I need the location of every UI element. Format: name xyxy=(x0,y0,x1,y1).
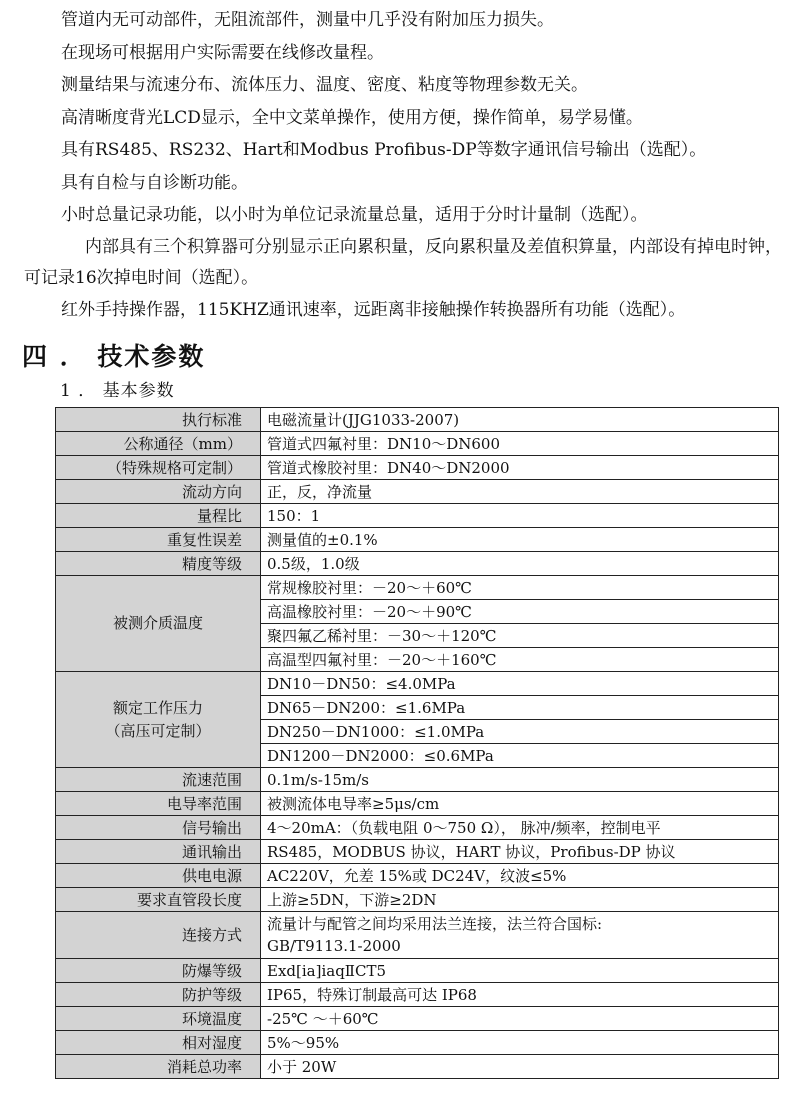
param-label: 执行标准 xyxy=(56,408,261,432)
table-row xyxy=(56,480,779,504)
feature-item: 小时总量记录功能，以小时为单位记录流量总量，适用于分时计量制（选配）。 xyxy=(61,205,648,225)
param-label: 信号输出 xyxy=(56,816,261,840)
table-row xyxy=(56,864,779,888)
param-label: 连接方式 xyxy=(56,912,261,959)
spec-table xyxy=(55,407,779,1079)
param-value: 0.5级，1.0级 xyxy=(261,552,779,576)
feature-item: 具有自检与自诊断功能。 xyxy=(61,172,248,193)
param-value: 常规橡胶衬里：－20～＋60℃ xyxy=(261,576,779,600)
param-value xyxy=(261,912,779,959)
feature-item: 红外手持操作器，115KHZ通讯速率，远距离非接触操作转换器所有功能（选配）。 xyxy=(61,299,686,320)
param-label-line: 额定工作压力 xyxy=(112,698,203,717)
table-row xyxy=(56,456,779,480)
table-row xyxy=(56,983,779,1007)
param-label: 量程比 xyxy=(56,504,261,528)
param-label: 被测介质温度 xyxy=(56,576,261,672)
param-label: 环境温度 xyxy=(56,1007,261,1031)
param-label: 防护等级 xyxy=(56,983,261,1007)
param-value: 被测流体电导率≥5μs/cm xyxy=(261,792,779,816)
param-label: 供电电源 xyxy=(56,864,261,888)
param-value: 管道式橡胶衬里：DN40～DN2000 xyxy=(261,456,779,480)
table-row xyxy=(56,1031,779,1055)
table-row xyxy=(56,672,779,696)
param-value: 5%～95% xyxy=(261,1031,779,1055)
param-label: 防爆等级 xyxy=(56,959,261,983)
param-value: 正，反，净流量 xyxy=(261,480,779,504)
param-value: 电磁流量计(JJG1033-2007) xyxy=(261,408,779,432)
feature-item: 具有RS485、RS232、Hart和Modbus Profibus-DP等数字通讯信号输出（选配）。 xyxy=(61,140,707,160)
param-label: 流动方向 xyxy=(56,480,261,504)
table-row xyxy=(56,888,779,912)
param-value: DN1200－DN2000：≤0.6MPa xyxy=(261,744,779,768)
table-row xyxy=(56,528,779,552)
param-label: 消耗总功率 xyxy=(56,1055,261,1079)
table-row xyxy=(56,1007,779,1031)
param-value: DN250－DN1000：≤1.0MPa xyxy=(261,720,779,744)
table-row xyxy=(56,840,779,864)
param-value: AC220V，允差 15%或 DC24V，纹波≤5% xyxy=(261,864,779,888)
param-value: 高温橡胶衬里：－20～＋90℃ xyxy=(261,600,779,624)
feature-item: 测量结果与流速分布、流体压力、温度、密度、粘度等物理参数无关。 xyxy=(61,75,588,95)
param-value: DN65－DN200：≤1.6MPa xyxy=(261,696,779,720)
feature-item: 高清晰度背光LCD显示，全中文菜单操作，使用方便，操作简单，易学易懂。 xyxy=(61,107,643,128)
param-label: 流速范围 xyxy=(56,768,261,792)
param-label: 公称通径（mm） xyxy=(56,432,261,456)
param-label: 通讯输出 xyxy=(56,840,261,864)
param-value: 4～20mA：（负载电阻 0～750 Ω）， 脉冲/频率，控制电平 xyxy=(261,816,779,840)
table-row xyxy=(56,576,779,600)
param-label xyxy=(56,672,261,768)
table-row xyxy=(56,768,779,792)
param-value: Exd[ia]iaqⅡCT5 xyxy=(261,959,779,983)
param-label: 电导率范围 xyxy=(56,792,261,816)
table-row xyxy=(56,792,779,816)
table-row xyxy=(56,959,779,983)
table-row xyxy=(56,408,779,432)
section-subtitle: 1 ． 基本参数 xyxy=(60,381,175,401)
param-label: （特殊规格可定制） xyxy=(56,456,261,480)
param-value: 小于 20W xyxy=(261,1055,779,1079)
feature-item: 管道内无可动部件，无阻流部件，测量中几乎没有附加压力损失。 xyxy=(61,10,554,30)
param-value: 上游≥5DN，下游≥2DN xyxy=(261,888,779,912)
feature-item: 在现场可根据用户实际需要在线修改量程。 xyxy=(61,42,384,63)
table-row xyxy=(56,552,779,576)
table-row xyxy=(56,816,779,840)
section-title: 四 ． 技术参数 xyxy=(22,342,206,371)
param-value: 管道式四氟衬里：DN10～DN600 xyxy=(261,432,779,456)
param-label-line: （高压可定制） xyxy=(105,721,211,740)
table-row xyxy=(56,504,779,528)
param-value: 150：1 xyxy=(261,504,779,528)
param-value: RS485，MODBUS 协议，HART 协议，Profibus-DP 协议 xyxy=(261,840,779,864)
param-label: 精度等级 xyxy=(56,552,261,576)
param-value: 测量值的±0.1% xyxy=(261,528,779,552)
table-row xyxy=(56,912,779,959)
param-label: 要求直管段长度 xyxy=(56,888,261,912)
param-label: 重复性误差 xyxy=(56,528,261,552)
table-row xyxy=(56,432,779,456)
param-value: -25℃ ～＋60℃ xyxy=(261,1007,779,1031)
param-value: 0.1m/s-15m/s xyxy=(261,768,779,792)
param-value: 聚四氟乙稀衬里：－30～＋120℃ xyxy=(261,624,779,648)
param-value: IP65，特殊订制最高可达 IP68 xyxy=(261,983,779,1007)
param-value: 高温型四氟衬里：－20～＋160℃ xyxy=(261,648,779,672)
feature-list xyxy=(0,4,800,326)
param-value: DN10－DN50：≤4.0MPa xyxy=(261,672,779,696)
param-label: 相对湿度 xyxy=(56,1031,261,1055)
param-value-line: 流量计与配管之间均采用法兰连接，法兰符合国标: xyxy=(267,915,603,933)
param-value-line: GB/T9113.1-2000 xyxy=(267,937,401,955)
table-row xyxy=(56,1055,779,1079)
feature-item: 内部具有三个积算器可分别显示正向累积量，反向累积量及差值积算量，内部设有掉电时钟，可记录16次掉电时间（选配）。 xyxy=(24,236,782,288)
